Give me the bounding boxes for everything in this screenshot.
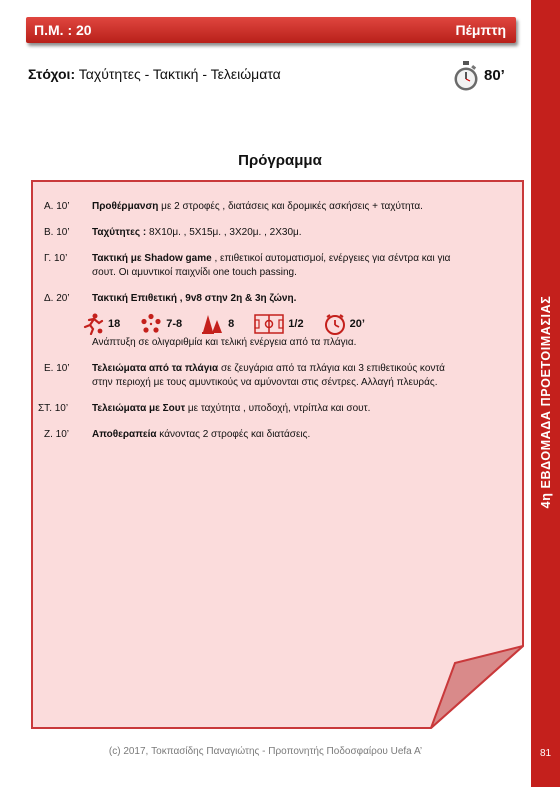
item-label: Γ. 10’ bbox=[44, 253, 68, 264]
program-list bbox=[38, 200, 504, 454]
program-title: Πρόγραμμα bbox=[238, 152, 322, 169]
goals-label: Στόχοι: bbox=[28, 66, 76, 82]
item-label: ΣΤ. 10’ bbox=[38, 403, 69, 414]
groups-count: 7-8 bbox=[166, 318, 183, 330]
copyright-footer: (c) 2017, Τοκπασίδης Παναγιώτης - Προπονητής Ποδοσφαίρου Uefa A’ bbox=[108, 746, 423, 757]
item-title: Τελειώματα από τα πλάγια bbox=[92, 363, 219, 374]
item-text: κάνοντας 2 στροφές και διατάσεις. bbox=[156, 429, 311, 440]
cones-count: 8 bbox=[228, 318, 235, 330]
drill-description: Ανάπτυξη σε ολιγαριθμία και τελική ενέργεια από τα πλάγια. bbox=[92, 337, 357, 348]
list-item-speed bbox=[44, 226, 504, 240]
item-label: Ε. 10’ bbox=[44, 363, 70, 374]
item-title: Προθέρμανση bbox=[92, 201, 159, 212]
session-duration: 80’ bbox=[484, 67, 505, 84]
half-field-icon bbox=[254, 313, 284, 335]
side-title-text: 4η ΕΒΔΟΜΑΔΑ ΠΡΟΕΤΟΙΜΑΣΙΑΣ bbox=[538, 295, 553, 509]
field-size: 1/2 bbox=[288, 318, 304, 330]
list-item-shadow-game bbox=[44, 252, 504, 280]
drill-parameters bbox=[82, 310, 504, 338]
cones-icon bbox=[202, 313, 224, 335]
item-label: Β. 10’ bbox=[44, 227, 70, 238]
list-item-wing-finishing bbox=[44, 362, 504, 390]
item-label: Ζ. 10’ bbox=[44, 429, 70, 440]
item-title: Τακτική Επιθετική , 9v8 στην 2η & 3η ζώνη. bbox=[92, 293, 297, 304]
item-text-continued: στην περιοχή με τους αμυντικούς να αμύνονται στις σέντρες. Αλλαγή πλευράς. bbox=[92, 377, 438, 388]
list-item-shot-finishing bbox=[38, 402, 504, 416]
list-item-attacking-tactics bbox=[44, 292, 504, 306]
item-title: Ταχύτητες : bbox=[92, 227, 147, 238]
player-kick-icon bbox=[82, 313, 104, 335]
balls-icon bbox=[140, 313, 162, 335]
item-title: Αποθεραπεία bbox=[92, 429, 157, 440]
goals-text: Ταχύτητες - Τακτική - Τελειώματα bbox=[75, 66, 281, 82]
goals-line bbox=[28, 66, 281, 82]
page-number: 81 bbox=[539, 748, 552, 759]
side-title bbox=[531, 0, 560, 787]
item-text-continued: σουτ. Οι αμυντικοί παιχνίδι one touch passing. bbox=[92, 267, 297, 278]
session-day: Πέμπτη bbox=[455, 22, 506, 38]
clock-icon bbox=[324, 313, 346, 335]
item-text: με 2 στροφές , διατάσεις και δρομικές ασκήσεις + ταχύτητα. bbox=[158, 201, 423, 212]
item-title: Τελειώματα με Σουτ bbox=[92, 403, 186, 414]
session-number: Π.Μ. : 20 bbox=[34, 22, 92, 38]
item-text: σε ζευγάρια από τα πλάγια και 3 επιθετικούς κοντά bbox=[218, 363, 445, 374]
item-title: Τακτική με Shadow game bbox=[92, 253, 212, 264]
item-label: Δ. 20’ bbox=[44, 293, 70, 304]
item-text: 8Χ10μ. , 5Χ15μ. , 3Χ20μ. , 2Χ30μ. bbox=[146, 227, 302, 238]
session-header-bar bbox=[26, 17, 516, 43]
item-text: με ταχύτητα , υποδοχή, ντρίπλα και σουτ. bbox=[185, 403, 371, 414]
item-text: , επιθετικοί αυτοματισμοί, ενέργειες για σέντρα και για bbox=[211, 253, 451, 264]
drill-time: 20’ bbox=[349, 318, 365, 330]
players-count: 18 bbox=[108, 318, 121, 330]
stopwatch-icon bbox=[453, 60, 479, 92]
list-item-warmup bbox=[44, 200, 504, 214]
item-label: Α. 10’ bbox=[44, 201, 70, 212]
list-item-recovery bbox=[44, 428, 504, 442]
